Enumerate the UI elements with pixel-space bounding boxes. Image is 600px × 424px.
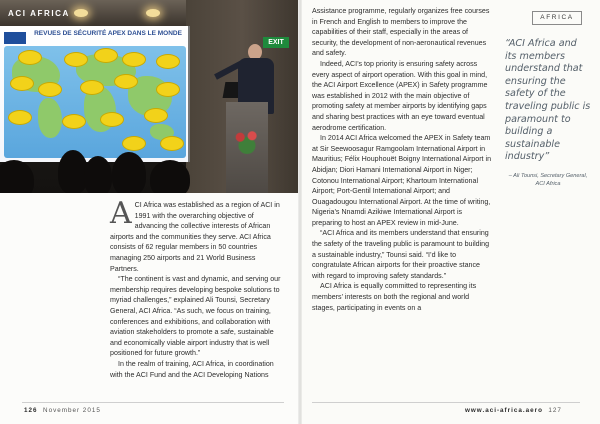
map-bubble [156,82,180,97]
website-url: www.aci-africa.aero [465,407,543,414]
left-page-number: 126 [24,407,38,414]
left-folio [24,407,101,414]
map-bubble [160,136,184,151]
audience-head [0,160,34,193]
map-bubble [122,136,146,151]
intro-text: CI Africa was established as a region of ACI in 1991 with the overarching objective of advancing the collective interests of African airports and the communities they serve. ACI Africa consists of 62 regular members in 50 countries managing 250 airports and 21 World Business Partners. [110,201,280,273]
map-bubble [100,112,124,127]
dropcap: A [110,196,132,231]
body-paragraph: In 2014 ACI Africa welcomed the APEX in Safety team at Sir Seewoosagur Ramgoolam International Airport in Mauritius; Félix Houphouët Boigny International Airport in Abidjan; Diori Hamani International Airport in Niger; Cotonou International Airport; Khartoum International Airport; Port-Gentil International Airport; and Ouagadougou International Airport. At the time of writing, Nigeria’s Nnamdi Azikiwe International Airport is preparing to host an APEX review in mid-June. [312,134,492,227]
pull-quote-text: “ACI Africa and its members understand that ensuring the safety of the traveling public is paramount to building a sustainable industry” [505,38,591,163]
map-bubble [80,80,104,95]
ceiling-light [146,9,160,17]
middle-text-column [312,6,492,313]
body-paragraph: ACI Africa is equally committed to representing its members’ interests on both the regional and world stages, participating in events on a [312,282,477,312]
body-paragraph: Indeed, ACI’s top priority is ensuring safety across every aspect of airport operation. With this goal in mind, the ACI Airport Excellence (APEX) in Safety programme was established in 2012 with the main objective of promoting safety at member airports by identifying gaps and sharing best practices with an eye toward eventual aerodrome certification. [312,59,488,132]
screen-title: REVUES DE SÉCURITÉ APEX DANS LE MONDE [34,30,182,37]
map-bubble [64,52,88,67]
section-badge: ACI AFRICA [8,9,70,18]
flower-arrangement [230,126,264,154]
issue-date: November 2015 [43,407,101,414]
body-paragraph: “ACI Africa and its members understand that ensuring the safety of the traveling public is paramount to building a sustainable industry,” Tounsi said. “I’d like to congratulate African airports for their proactive stance with regard to improving safety standards.” [312,229,490,280]
right-folio [465,407,562,414]
map-landmass [38,98,62,138]
page-gutter [298,0,302,424]
conference-photo [0,0,298,193]
body-paragraph: “The continent is vast and dynamic, and serving our membership requires developing bespoke solutions to myriad challenges,” explained Ali Tounsi, Secretary General, ACI Africa. “As such, we focus on training, conferences and exhibitions, and collaboration with aviation stakeholders to promote a safe, sustainable and economically viable airport industry that is well positioned for future growth.” [110,275,281,358]
footer-rule [22,402,284,403]
map-bubble [8,110,32,125]
map-bubble [94,48,118,63]
footer-rule [312,402,580,403]
map-bubble [62,114,86,129]
pull-quote-attribution: – Ali Tounsi, Secretary General, ACI Africa [508,172,588,187]
body-paragraph: In the realm of training, ACI Africa, in coordination with the ACI Fund and the ACI Developing Nations [110,359,274,379]
left-text-column [110,196,284,380]
ceiling-light [74,9,88,17]
map-bubble [38,82,62,97]
exit-sign: EXIT [263,37,289,48]
map-bubble [18,50,42,65]
intro-paragraph [110,196,284,274]
right-page-number: 127 [548,407,562,414]
map-bubble [144,108,168,123]
audience-head [84,156,112,193]
world-map [4,46,186,158]
screen-logo [4,32,26,44]
pull-quote [505,38,591,188]
audience-head [112,152,146,193]
map-bubble [10,76,34,91]
region-badge: AFRICA [532,11,582,25]
audience-head [150,160,190,193]
map-bubble [156,54,180,69]
map-bubble [114,74,138,89]
projection-screen [0,26,190,162]
map-bubble [122,52,146,67]
body-paragraph: Assistance programme, regularly organizes free courses in French and English to members to improve the capabilities of their staff, especially in the areas of security, the development of non-aeronautical revenues and safety. [312,7,490,58]
